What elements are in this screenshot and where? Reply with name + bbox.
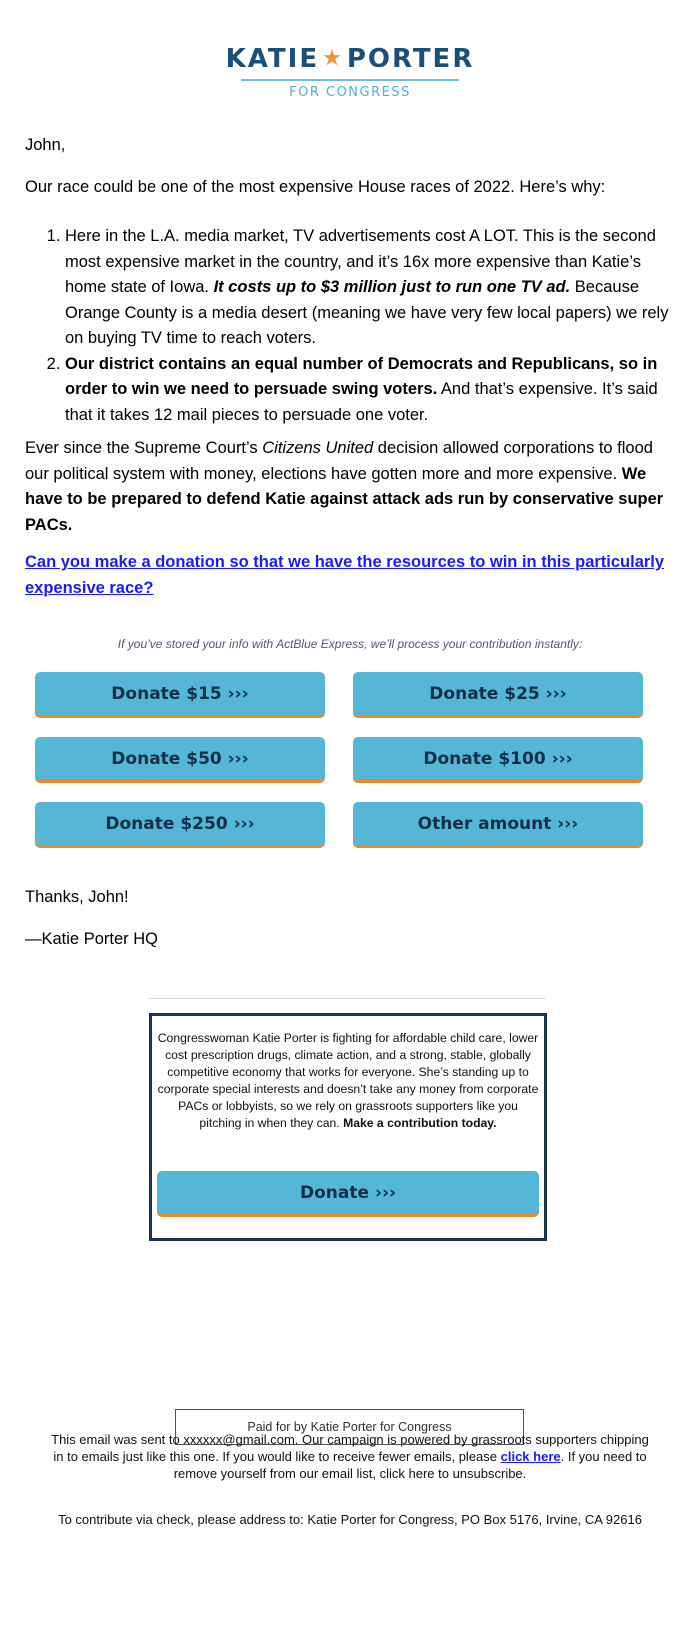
para3-text-a: Ever since the Supreme Court’s bbox=[25, 439, 263, 457]
reason-2-emphasis: Our district contains an equal number of Democrats and Republicans, so in order to win we need to persuade swing voters. bbox=[65, 354, 658, 398]
footer-text-a: This email was sent to xxxxxx@gmail.com. Our campaign is powered by grassroots supporters chipping in to emails just like this one. If you would like to receive fewer emails, please bbox=[51, 1432, 649, 1464]
chevron-right-icon: ››› bbox=[233, 814, 255, 834]
reasons-list bbox=[25, 224, 680, 428]
fewer-emails-link[interactable]: click here bbox=[500, 1449, 561, 1464]
star-icon: ★ bbox=[322, 46, 344, 71]
donate-100-button[interactable] bbox=[353, 737, 643, 783]
intro-paragraph: Our race could be one of the most expensive House races of 2022. Here’s why: bbox=[25, 178, 606, 196]
box-bold-text: Make a contribution today. bbox=[343, 1116, 497, 1130]
donate-250-label: Donate $250 bbox=[105, 814, 228, 834]
donate-25-button[interactable] bbox=[353, 672, 643, 718]
paid-for-disclaimer: Paid for by Katie Porter for Congress bbox=[175, 1409, 524, 1445]
donate-100-label: Donate $100 bbox=[423, 749, 546, 769]
chevron-right-icon: ››› bbox=[545, 684, 567, 704]
donate-250-button[interactable] bbox=[35, 802, 325, 848]
logo-wordmark bbox=[0, 44, 700, 76]
donate-15-button[interactable] bbox=[35, 672, 325, 718]
box-body-text: Congresswoman Katie Porter is fighting for affordable child care, lower cost prescription drugs, climate action, and a strong, stable, globally competitive economy that works for everyone. She’s standing up to corporate special interests and doesn’t take any money from corporate PACs or lobbyists, so we rely on grassroots supporters like you pitching in when they can. bbox=[157, 1031, 539, 1130]
donation-ask-link[interactable]: Can you make a donation so that we have the resources to win in this particularly expensive race? bbox=[25, 553, 665, 597]
donate-50-button[interactable] bbox=[35, 737, 325, 783]
reason-2-text: And that’s expensive. It’s said that it takes 12 mail pieces to persuade one voter. bbox=[65, 380, 658, 424]
donate-button-label: Donate bbox=[300, 1183, 370, 1203]
chevron-right-icon: ››› bbox=[551, 749, 573, 769]
footer-text-b: . If you need to remove yourself from our email list, click here to unsubscribe. bbox=[173, 1449, 647, 1481]
footer-notice bbox=[50, 1431, 650, 1482]
donate-15-label: Donate $15 bbox=[111, 684, 222, 704]
reason-1-text-end: Because Orange County is a media desert (meaning we have very few local papers) we rely on buying TV time to reach voters. bbox=[65, 278, 669, 347]
contribution-box-text bbox=[156, 1030, 540, 1132]
section-divider bbox=[148, 998, 546, 999]
chevron-right-icon: ››› bbox=[557, 814, 579, 834]
check-address: To contribute via check, please address to: Katie Porter for Congress, PO Box 5176, Irvine, CA 92616 bbox=[58, 1512, 642, 1527]
donate-other-label: Other amount bbox=[417, 814, 552, 834]
signature: —Katie Porter HQ bbox=[25, 930, 158, 948]
logo-first-name: KATIE bbox=[225, 44, 320, 74]
donate-25-label: Donate $25 bbox=[429, 684, 540, 704]
contribution-box bbox=[149, 1013, 547, 1241]
para3-italic: Citizens United bbox=[262, 439, 374, 457]
para3-bold: We have to be prepared to defend Katie against attack ads run by conservative super PACs. bbox=[25, 464, 664, 534]
campaign-logo bbox=[0, 44, 700, 100]
chevron-right-icon: ››› bbox=[227, 749, 249, 769]
reason-1-emphasis: It costs up to $3 million just to run one TV ad. bbox=[213, 278, 571, 296]
chevron-right-icon: ››› bbox=[227, 684, 249, 704]
reason-item-2 bbox=[65, 352, 680, 429]
reason-1-text: Here in the L.A. media market, TV advertisements cost A LOT. This is the second most expensive market in the country, and it’s 16x more expensive than Katie’s home state of Iowa. bbox=[65, 227, 656, 296]
actblue-express-note: If you’ve stored your info with ActBlue Express, we’ll process your contribution instantly: bbox=[117, 637, 583, 651]
donate-other-amount-button[interactable] bbox=[353, 802, 643, 848]
logo-subtitle: FOR CONGRESS bbox=[289, 85, 411, 100]
greeting: John, bbox=[25, 136, 66, 154]
para3-text-b: decision allowed corporations to flood our political system with money, elections have gotten more and more expensive. bbox=[25, 439, 653, 483]
citizens-united-paragraph bbox=[25, 436, 680, 538]
donate-50-label: Donate $50 bbox=[111, 749, 222, 769]
donation-ask bbox=[25, 550, 680, 601]
thanks-line: Thanks, John! bbox=[25, 888, 129, 906]
logo-last-name: PORTER bbox=[346, 44, 475, 74]
logo-underline bbox=[241, 79, 459, 81]
reason-item-1 bbox=[65, 224, 680, 352]
chevron-right-icon: ››› bbox=[374, 1183, 396, 1203]
donate-button[interactable] bbox=[157, 1171, 539, 1217]
